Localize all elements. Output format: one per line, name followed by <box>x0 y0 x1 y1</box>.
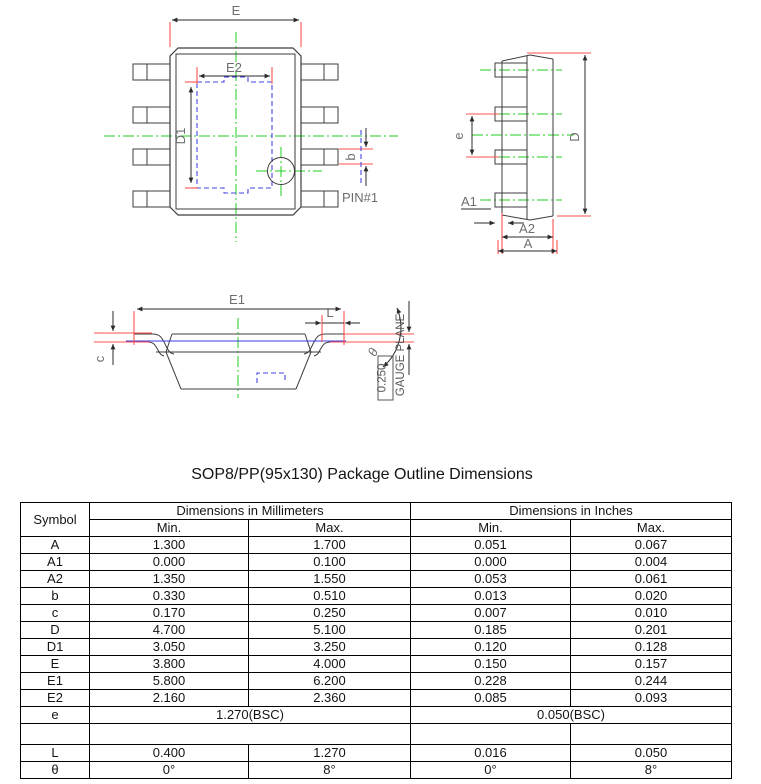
cell: 0.244 <box>571 673 732 690</box>
front-view-drawing <box>92 292 414 400</box>
cell: 0.120 <box>411 639 571 656</box>
dim-label-D1: D1 <box>173 127 188 145</box>
table-header-row-2 <box>21 520 732 537</box>
table-row-D <box>21 622 732 639</box>
front-pad-hidden-mark <box>257 373 285 383</box>
cell: 0.016 <box>411 745 571 762</box>
dim-label-A2: A2 <box>519 221 535 236</box>
dim-L <box>305 305 360 342</box>
cell: 6.200 <box>249 673 411 690</box>
cell: 0.510 <box>249 588 411 605</box>
dim-label-b: b <box>343 153 358 161</box>
dim-A1 <box>461 194 524 223</box>
gauge-offset-value: 0.250 <box>376 363 389 393</box>
cell: 3.800 <box>90 656 249 673</box>
page-title: SOP8/PP(95x130) Package Outline Dimensions <box>191 466 533 483</box>
cell: 0.000 <box>90 554 249 571</box>
cell: 3.050 <box>90 639 249 656</box>
cell-symbol: e <box>21 707 90 724</box>
dim-A <box>498 236 557 254</box>
dim-theta-gauge <box>330 301 414 400</box>
cell: 1.550 <box>249 571 411 588</box>
dim-E1 <box>134 292 344 345</box>
table-row-theta <box>21 762 732 779</box>
cell: 2.360 <box>249 690 411 707</box>
cell: 0.020 <box>571 588 732 605</box>
cell: 4.700 <box>90 622 249 639</box>
cell-empty <box>571 724 732 745</box>
cell-symbol: E2 <box>21 690 90 707</box>
pin1-label: PIN#1 <box>342 190 379 205</box>
cell: 0.150 <box>411 656 571 673</box>
side-view-drawing <box>451 53 591 254</box>
table-row-b <box>21 588 732 605</box>
cell: 0.093 <box>571 690 732 707</box>
table-row-c <box>21 605 732 622</box>
cell-symbol: L <box>21 745 90 762</box>
cell: 4.000 <box>249 656 411 673</box>
cell: 0.170 <box>90 605 249 622</box>
dim-E2 <box>197 60 272 84</box>
table-row-L <box>21 745 732 762</box>
header-mm-min: Min. <box>90 520 249 537</box>
cell-symbol: E <box>21 656 90 673</box>
cell: 0.085 <box>411 690 571 707</box>
cell: 0.061 <box>571 571 732 588</box>
front-leads <box>134 334 344 356</box>
cell-symbol: E1 <box>21 673 90 690</box>
header-inches: Dimensions in Inches <box>411 503 732 520</box>
header-mm: Dimensions in Millimeters <box>90 503 411 520</box>
exposed-pad-hidden-outline <box>197 77 272 193</box>
cell: 0.050 <box>571 745 732 762</box>
cell: 5.100 <box>249 622 411 639</box>
cell: 0.067 <box>571 537 732 554</box>
cell: 0.051 <box>411 537 571 554</box>
cell: 0° <box>411 762 571 779</box>
cell-symbol: A1 <box>21 554 90 571</box>
cell: 0.100 <box>249 554 411 571</box>
dimensions-table <box>20 502 732 779</box>
cell: 0.128 <box>571 639 732 656</box>
dim-label-E: E <box>231 3 241 18</box>
table-row-E1 <box>21 673 732 690</box>
dim-label-A: A <box>523 236 533 251</box>
table-row-A2 <box>21 571 732 588</box>
cell: 2.160 <box>90 690 249 707</box>
table-header-row-1 <box>21 503 732 520</box>
table-row-A <box>21 537 732 554</box>
dim-b <box>339 128 373 186</box>
cell-empty <box>411 724 571 745</box>
cell-empty <box>21 724 90 745</box>
header-in-min: Min. <box>411 520 571 537</box>
table-row-spacer <box>21 724 732 745</box>
dim-label-L: L <box>326 305 334 320</box>
cell: 0.013 <box>411 588 571 605</box>
cell: 1.300 <box>90 537 249 554</box>
dim-label-D: D <box>567 132 582 142</box>
cell: 1.350 <box>90 571 249 588</box>
cell-symbol: A2 <box>21 571 90 588</box>
cell: 0.330 <box>90 588 249 605</box>
cell: 8° <box>571 762 732 779</box>
header-in-max: Max. <box>571 520 732 537</box>
cell: 1.700 <box>249 537 411 554</box>
cell-symbol: b <box>21 588 90 605</box>
dim-label-c: c <box>92 355 107 363</box>
cell: 0.157 <box>571 656 732 673</box>
dim-c <box>92 311 152 365</box>
cell: 3.250 <box>249 639 411 656</box>
cell-symbol: D <box>21 622 90 639</box>
dim-label-E1: E1 <box>229 292 245 307</box>
cell: 0.010 <box>571 605 732 622</box>
cell: 0.250 <box>249 605 411 622</box>
table-row-e <box>21 707 732 724</box>
cell: 0.201 <box>571 622 732 639</box>
cell: 0.000 <box>411 554 571 571</box>
header-symbol: Symbol <box>21 503 90 537</box>
dim-D1 <box>173 82 198 188</box>
cell: 1.270 <box>249 745 411 762</box>
cell: 0.053 <box>411 571 571 588</box>
cell: 0.185 <box>411 622 571 639</box>
side-centerlines <box>472 70 574 200</box>
cell: 5.800 <box>90 673 249 690</box>
dim-label-E2: E2 <box>226 60 242 75</box>
cell-bsc-mm: 1.270(BSC) <box>90 707 411 724</box>
cell: 0.400 <box>90 745 249 762</box>
cell: 0.228 <box>411 673 571 690</box>
table-row-E <box>21 656 732 673</box>
cell: 0.007 <box>411 605 571 622</box>
cell-symbol: c <box>21 605 90 622</box>
gauge-plane-label: GAUGE PLANE <box>395 313 407 397</box>
dim-label-A1: A1 <box>461 194 477 209</box>
cell-symbol: A <box>21 537 90 554</box>
table-row-E2 <box>21 690 732 707</box>
cell: 0° <box>90 762 249 779</box>
cell-symbol: D1 <box>21 639 90 656</box>
dim-label-e: e <box>451 132 466 140</box>
table-row-D1 <box>21 639 732 656</box>
cell: 0.004 <box>571 554 732 571</box>
cell-bsc-inches: 0.050(BSC) <box>411 707 732 724</box>
table-row-A1 <box>21 554 732 571</box>
cell-symbol: θ <box>21 762 90 779</box>
header-mm-max: Max. <box>249 520 411 537</box>
cell: 8° <box>249 762 411 779</box>
cell-empty <box>90 724 411 745</box>
top-view-drawing <box>104 3 398 242</box>
dim-label-theta: θ <box>364 345 382 359</box>
